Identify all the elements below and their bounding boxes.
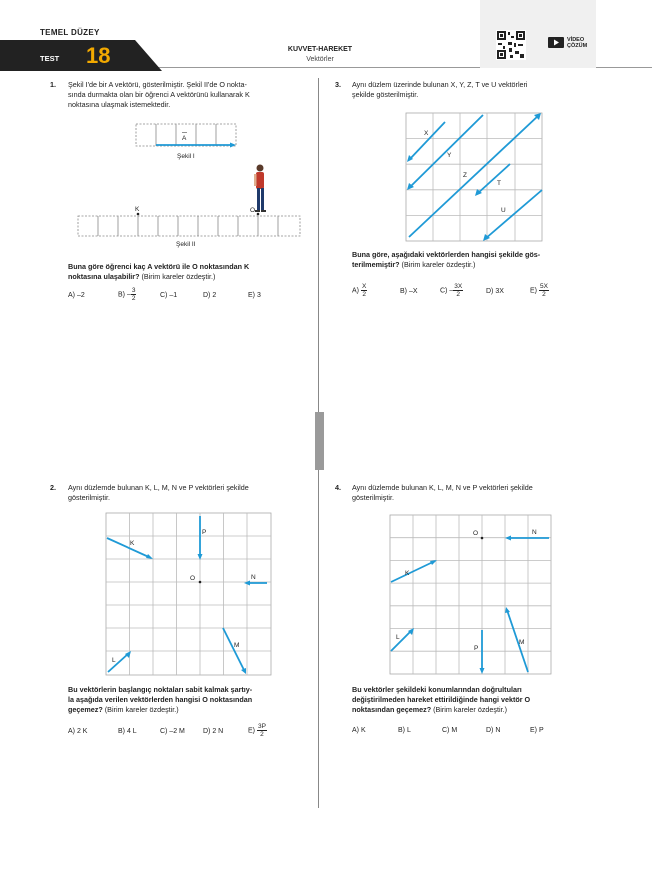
q1-option-b-num: 3 (131, 287, 136, 294)
q1-question-line1: Buna göre öğrenci kaç A vektörü ile O noktasından K (68, 262, 250, 271)
q1-question (68, 262, 313, 282)
q1-point-o-label: O (250, 207, 256, 214)
side-tab (315, 412, 324, 470)
q1-fig1-caption: Şekil I (177, 153, 195, 160)
q2-vector-m (223, 628, 245, 672)
q1-option-b[interactable] (118, 287, 136, 302)
q2-option-e[interactable] (248, 723, 267, 738)
q2-question (68, 685, 313, 715)
q1-point-k-label: K (135, 206, 140, 213)
q3-vector-u-label: U (501, 207, 506, 214)
q4-number: 4. (335, 483, 341, 492)
q4-vector-m (507, 610, 528, 672)
q2-vector-n-label: N (251, 574, 256, 581)
q1-stem (68, 80, 308, 110)
q2-grid-figure (105, 512, 273, 677)
q4-stem-line2: gösterilmiştir. (352, 493, 394, 502)
q3-option-a-prefix: A) (352, 287, 359, 295)
q2-vector-k (107, 538, 151, 558)
q2-question-line3: geçemez? (68, 705, 103, 714)
q2-vector-m-label: M (234, 642, 240, 649)
q2-option-a[interactable]: A) 2 K (68, 728, 88, 735)
q3-option-d[interactable]: D) 3X (486, 288, 504, 295)
q3-option-c-den: 2 (456, 291, 461, 298)
q2-question-line1: Bu vektörlerin başlangıç noktaları sabit kalmak şartıy- (68, 685, 253, 694)
q3-question (352, 250, 602, 270)
q3-question-line2: terilmemiştir? (352, 260, 400, 269)
q3-option-a-num: X (361, 283, 367, 290)
q2-option-e-den: 2 (260, 731, 264, 738)
q1-vector-a-head (230, 143, 236, 148)
q4-point-o (481, 537, 484, 540)
q2-option-e-num: 3P (257, 723, 266, 730)
q2-point-o-label: O (190, 575, 196, 582)
q4-question (352, 685, 604, 715)
q3-option-e-den: 2 (542, 291, 546, 298)
student-icon (254, 165, 266, 213)
q1-option-b-prefix: B) – (118, 291, 131, 299)
q4-option-a[interactable]: A) K (352, 727, 366, 734)
play-video-icon[interactable] (548, 37, 564, 48)
video-label-line1: VİDEO (567, 37, 585, 43)
q3-option-c-prefix: C) – (440, 287, 454, 295)
q3-option-e-num: 5X (539, 283, 548, 290)
q4-option-e[interactable]: E) P (530, 727, 544, 734)
q1-stem-line1: Şekil I'de bir A vektörü, gösterilmiştir. Şekil II'de O nokta- (68, 80, 247, 89)
q3-option-a[interactable] (352, 283, 367, 298)
q4-question-line1: Bu vektörler şekildeki konumlarından doğrultuları (352, 685, 522, 694)
q3-number: 3. (335, 80, 341, 89)
q4-stem (352, 483, 602, 503)
q4-vector-l (391, 630, 412, 651)
test-tab (0, 40, 162, 71)
q1-point-o (257, 213, 260, 216)
q2-stem-line1: Aynı düzlemde bulunan K, L, M, N ve P vektörleri şekilde (68, 483, 249, 492)
q1-stem-line2: sında durmakta olan bir öğrenci A vektörünü kullanarak K (68, 90, 250, 99)
q4-vector-k-label: K (405, 570, 410, 577)
q3-stem-line2: şekilde gösterilmiştir. (352, 90, 419, 99)
q3-option-b[interactable]: B) –X (400, 288, 418, 295)
q1-number: 1. (50, 80, 56, 89)
q1-option-d[interactable]: D) 2 (203, 292, 217, 299)
q4-grid-figure (389, 514, 553, 676)
q3-option-c[interactable] (440, 283, 463, 298)
q3-option-e-prefix: E) (530, 287, 537, 295)
q3-vector-z (409, 115, 539, 237)
q3-vector-y-label: Y (447, 152, 452, 159)
q3-grid-figure (405, 112, 545, 244)
q2-vector-k-label: K (130, 540, 135, 547)
q4-option-d[interactable]: D) N (486, 727, 501, 734)
q2-stem-line2: gösterilmiştir. (68, 493, 110, 502)
q3-vector-x-label: X (424, 130, 429, 137)
q1-stem-line3: noktasına ulaşmak istemektedir. (68, 100, 171, 109)
q3-vector-t-label: T (497, 180, 501, 187)
q1-option-c[interactable]: C) –1 (160, 292, 178, 299)
q2-vector-l-label: L (112, 657, 116, 664)
q3-vector-z-label: Z (463, 172, 467, 179)
q2-number: 2. (50, 483, 56, 492)
q4-question-line3: noktasından geçemez? (352, 705, 432, 714)
q1-question-note: (Birim kareler özdeştir.) (141, 272, 216, 281)
q1-vector-a-label: A (182, 135, 187, 142)
q2-question-note: (Birim kareler özdeştir.) (104, 705, 179, 714)
q2-point-o (199, 581, 202, 584)
q3-stem (352, 80, 602, 100)
test-label: TEST (40, 54, 60, 63)
q4-stem-line1: Aynı düzlemde bulunan K, L, M, N ve P vektörleri şekilde (352, 483, 533, 492)
q1-option-a[interactable]: A) –2 (68, 292, 85, 299)
video-label-line2: ÇÖZÜM (567, 43, 588, 49)
q4-question-note: (Birim kareler özdeştir.) (433, 705, 507, 714)
subtopic-title: Vektörler (306, 56, 334, 63)
q2-vector-p-label: P (202, 529, 207, 536)
q1-point-k (137, 213, 140, 216)
q4-option-c[interactable]: C) M (442, 727, 458, 734)
q4-vector-n-label: N (532, 529, 537, 536)
q2-question-line2: la aşağıda verilen vektörlerden hangisi O noktasından (68, 695, 253, 704)
q3-option-c-num: 3X (454, 283, 463, 290)
q2-option-e-prefix: E) (248, 727, 255, 735)
q1-option-b-den: 2 (131, 295, 136, 302)
q4-question-line2: değiştirilmeden hareket ettirildiğinde hangi vektör O (352, 695, 531, 704)
level-title: TEMEL DÜZEY (40, 28, 100, 37)
q3-option-e[interactable] (530, 283, 549, 298)
test-number: 18 (86, 43, 111, 68)
q3-option-a-den: 2 (362, 291, 366, 298)
topic-title: KUVVET-HAREKET (287, 46, 353, 53)
q3-question-line1: Buna göre, aşağıdaki vektörlerden hangisi şekilde gös- (352, 250, 541, 259)
q3-vector-u (485, 190, 542, 239)
q1-question-line2: noktasına ulaşabilir? (68, 272, 140, 281)
q3-question-note: (Birim kareler özdeştir.) (401, 260, 476, 269)
q1-option-e[interactable]: E) 3 (248, 292, 261, 299)
q2-grid (106, 513, 271, 675)
q3-stem-line1: Aynı düzlem üzerinde bulunan X, Y, Z, T ve U vektörleri (352, 80, 528, 89)
q4-point-o-label: O (473, 530, 479, 537)
q4-vector-p-label: P (474, 645, 479, 652)
q4-vector-m-label: M (519, 639, 525, 646)
q3-vector-x (409, 122, 445, 160)
q1-fig2-caption: Şekil II (176, 241, 196, 248)
video-label (567, 37, 587, 49)
q2-stem (68, 483, 313, 503)
qr-code-icon[interactable] (496, 30, 526, 60)
q4-vector-l-label: L (396, 634, 400, 641)
q2-option-c[interactable]: C) –2 M (160, 728, 185, 735)
q2-option-d[interactable]: D) 2 N (203, 728, 224, 735)
q4-option-b[interactable]: B) L (398, 727, 411, 734)
q2-option-b[interactable]: B) 4 L (118, 728, 137, 735)
q1-fig2-grid (78, 216, 300, 236)
q1-figure (60, 118, 310, 253)
